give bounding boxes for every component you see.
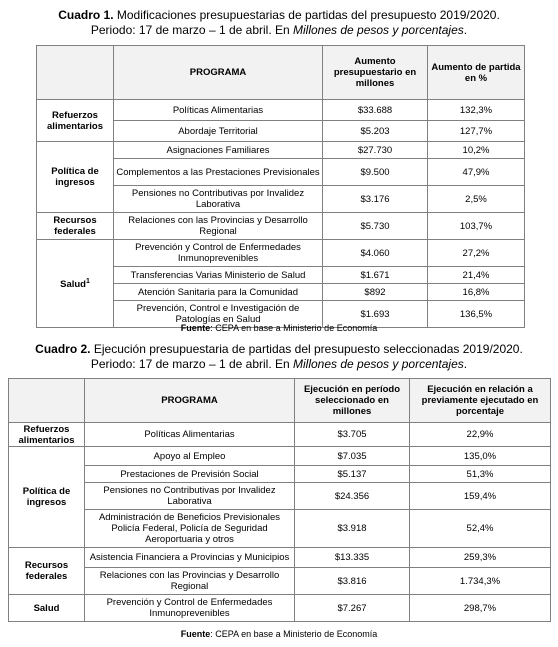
- cuadro1-period-text: Periodo: 17 de marzo – 1 de abril. En: [90, 23, 293, 37]
- footnote-marker: 1: [85, 278, 90, 286]
- group-label: Refuerzos alimentarios: [37, 100, 114, 142]
- cuadro2-period: [0, 357, 558, 372]
- column-header-programa: PROGRAMA: [114, 46, 323, 100]
- programa-cell: Transferencias Varias Ministerio de Salud: [114, 267, 323, 284]
- cuadro1-caption: [0, 8, 558, 38]
- monto-cell: $3.176: [323, 186, 428, 213]
- programa-cell: Prevención, Control e Investigación de Patologías en Salud: [114, 301, 323, 328]
- pct-cell: 2,5%: [428, 186, 525, 213]
- cuadro1-title-text: Modificaciones presupuestarias de partidas del presupuesto 2019/2020.: [113, 8, 500, 22]
- table-row: [9, 423, 551, 447]
- cuadro1-title-label: Cuadro 1.: [58, 8, 114, 22]
- programa-cell: Pensiones no Contributivas por Invalidez Laborativa: [85, 483, 295, 510]
- pct-cell: 136,5%: [428, 301, 525, 328]
- monto-cell: $7.035: [295, 447, 410, 466]
- pct-cell: 159,4%: [410, 483, 551, 510]
- pct-cell: 27,2%: [428, 240, 525, 267]
- header-blank-cell: [37, 46, 114, 100]
- cuadro2-source: [0, 629, 558, 640]
- monto-cell: $5.730: [323, 213, 428, 240]
- group-label: Refuerzos alimentarios: [9, 423, 85, 447]
- programa-cell: Relaciones con las Provincias y Desarrollo Regional: [85, 568, 295, 595]
- table-row: [9, 595, 551, 622]
- group-label: Recursos federales: [37, 213, 114, 240]
- group-label: [37, 240, 114, 328]
- monto-cell: $27.730: [323, 142, 428, 159]
- programa-cell: Prevención y Control de Enfermedades Inmunoprevenibles: [114, 240, 323, 267]
- pct-cell: 259,3%: [410, 548, 551, 568]
- pct-cell: 51,3%: [410, 466, 551, 483]
- column-header-programa: PROGRAMA: [85, 379, 295, 423]
- group-label: Salud: [9, 595, 85, 622]
- programa-cell: Relaciones con las Provincias y Desarrollo Regional: [114, 213, 323, 240]
- pct-cell: 47,9%: [428, 159, 525, 186]
- programa-cell: Políticas Alimentarias: [114, 100, 323, 121]
- programa-cell: Asistencia Financiera a Provincias y Municipios: [85, 548, 295, 568]
- group-label-text: Salud: [60, 279, 86, 291]
- programa-cell: Complementos a las Prestaciones Previsionales: [114, 159, 323, 186]
- column-header-aumento-pct: Aumento de partida en %: [428, 46, 525, 100]
- programa-cell: Asignaciones Familiares: [114, 142, 323, 159]
- cuadro2-header-row: [9, 379, 551, 423]
- cuadro2-table: [8, 378, 551, 622]
- column-header-relacion: Ejecución en relación a previamente ejecutado en porcentaje: [410, 379, 551, 423]
- column-header-aumento: Aumento presupuestario en millones: [323, 46, 428, 100]
- cuadro1-header-row: [37, 46, 525, 100]
- programa-cell: Prevención y Control de Enfermedades Inmunoprevenibles: [85, 595, 295, 622]
- monto-cell: $3.705: [295, 423, 410, 447]
- monto-cell: $24.356: [295, 483, 410, 510]
- pct-cell: 298,7%: [410, 595, 551, 622]
- source-text: : CEPA en base a Ministerio de Economía: [210, 323, 378, 333]
- monto-cell: $1.671: [323, 267, 428, 284]
- cuadro2-title-text: Ejecución presupuestaria de partidas del presupuesto seleccionadas 2019/2020.: [90, 342, 523, 356]
- cuadro2-units-end: .: [463, 357, 468, 371]
- pct-cell: 103,7%: [428, 213, 525, 240]
- cuadro1-units-end: .: [463, 23, 468, 37]
- table-row: [37, 213, 525, 240]
- cuadro1-title: [0, 8, 558, 23]
- pct-cell: 127,7%: [428, 121, 525, 142]
- monto-cell: $3.918: [295, 510, 410, 548]
- source-label: Fuente: [180, 323, 211, 333]
- cuadro1-period: [0, 23, 558, 38]
- column-header-ejecucion: Ejecución en período seleccionado en millones: [295, 379, 410, 423]
- pct-cell: 132,3%: [428, 100, 525, 121]
- cuadro1-source: [0, 323, 558, 334]
- monto-cell: $9.500: [323, 159, 428, 186]
- monto-cell: $13.335: [295, 548, 410, 568]
- monto-cell: $5.137: [295, 466, 410, 483]
- pct-cell: 16,8%: [428, 284, 525, 301]
- source-text: : CEPA en base a Ministerio de Economía: [210, 629, 378, 639]
- table-row: [9, 568, 551, 595]
- programa-cell: Abordaje Territorial: [114, 121, 323, 142]
- monto-cell: $3.816: [295, 568, 410, 595]
- cuadro2-caption: [0, 342, 558, 372]
- group-label: Política de ingresos: [37, 142, 114, 213]
- table-row: [9, 466, 551, 483]
- table-row: [37, 142, 525, 159]
- header-blank-cell: [9, 379, 85, 423]
- cuadro2-units: Millones de pesos y porcentajes: [293, 357, 464, 371]
- pct-cell: 22,9%: [410, 423, 551, 447]
- cuadro2-title-label: Cuadro 2.: [35, 342, 91, 356]
- programa-cell: Administración de Beneficios Previsionales Policía Federal, Policía de Seguridad Aeroportuaria y otros: [85, 510, 295, 548]
- programa-cell: Prestaciones de Previsión Social: [85, 466, 295, 483]
- source-label: Fuente: [180, 629, 211, 639]
- programa-cell: Pensiones no Contributivas por Invalidez Laborativa: [114, 186, 323, 213]
- pct-cell: 1.734,3%: [410, 568, 551, 595]
- group-label: Política de ingresos: [9, 447, 85, 548]
- monto-cell: $7.267: [295, 595, 410, 622]
- monto-cell: $33.688: [323, 100, 428, 121]
- table-row: [9, 483, 551, 510]
- table-row: [9, 548, 551, 568]
- group-label: Recursos federales: [9, 548, 85, 595]
- cuadro1-table: [36, 45, 525, 328]
- programa-cell: Políticas Alimentarias: [85, 423, 295, 447]
- table-row: [37, 100, 525, 121]
- monto-cell: $892: [323, 284, 428, 301]
- monto-cell: $4.060: [323, 240, 428, 267]
- programa-cell: Apoyo al Empleo: [85, 447, 295, 466]
- cuadro2-period-text: Periodo: 17 de marzo – 1 de abril. En: [90, 357, 293, 371]
- table-row: [37, 240, 525, 267]
- cuadro1-units: Millones de pesos y porcentajes: [293, 23, 464, 37]
- pct-cell: 10,2%: [428, 142, 525, 159]
- pct-cell: 52,4%: [410, 510, 551, 548]
- programa-cell: Atención Sanitaria para la Comunidad: [114, 284, 323, 301]
- monto-cell: $1.693: [323, 301, 428, 328]
- table-row: [9, 447, 551, 466]
- pct-cell: 21,4%: [428, 267, 525, 284]
- table-row: [9, 510, 551, 548]
- pct-cell: 135,0%: [410, 447, 551, 466]
- cuadro2-title: [0, 342, 558, 357]
- monto-cell: $5.203: [323, 121, 428, 142]
